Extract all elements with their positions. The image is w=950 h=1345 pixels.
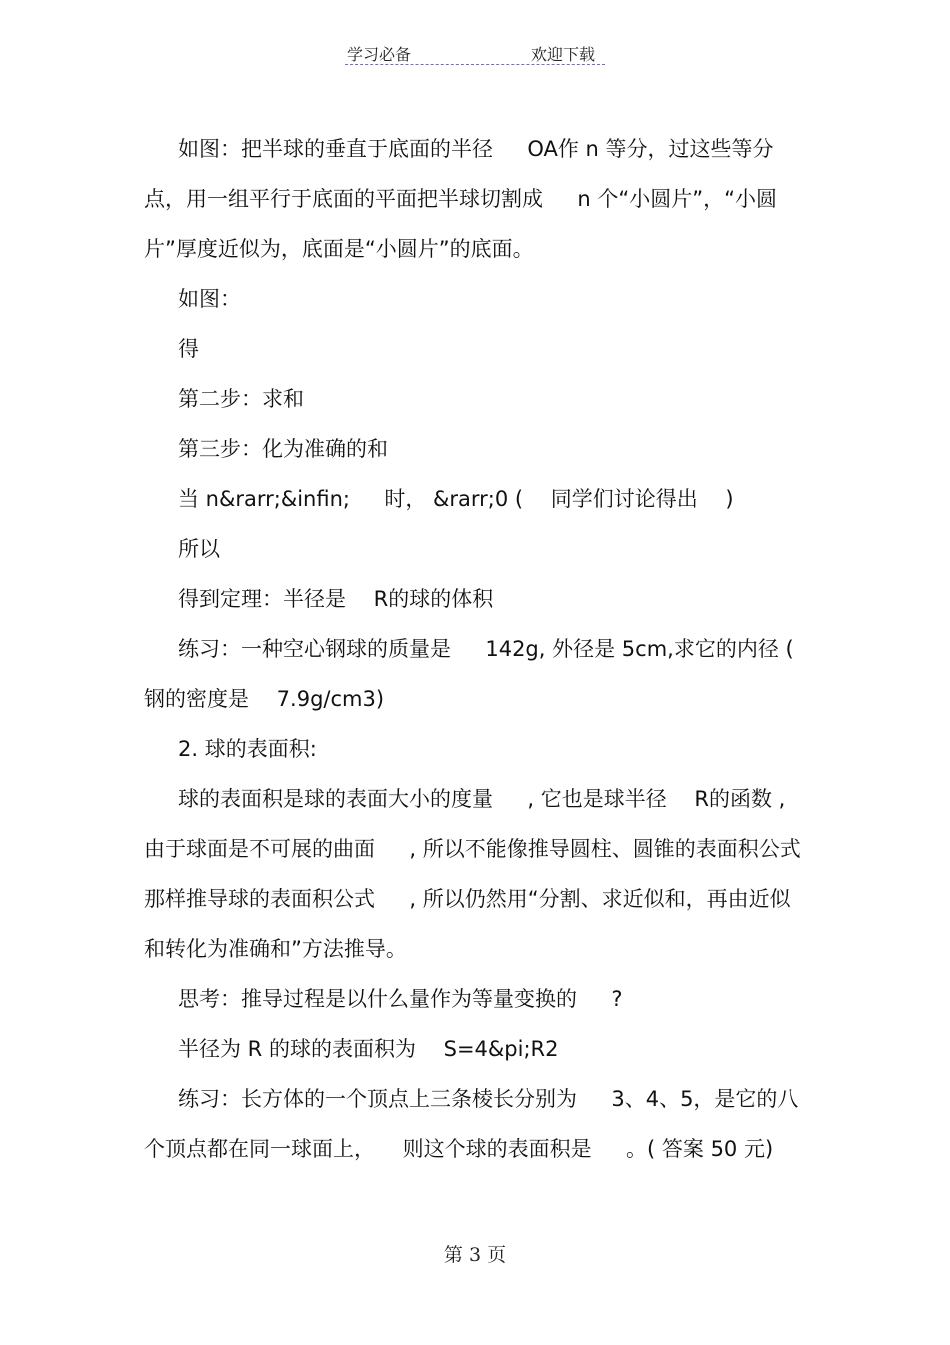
paragraph-surface-area-formula: 半径为 R 的球的表面积为 S=4&pi;R2 xyxy=(178,1037,559,1061)
paragraph-step-two: 第二步：求和 xyxy=(178,387,304,411)
paragraph-therefore: 所以 xyxy=(178,537,220,561)
document-body xyxy=(144,124,809,1174)
section-heading-surface-area: 2. 球的表面积: xyxy=(178,737,317,761)
paragraph-surface-area-intro: 球的表面积是球的表面大小的度量 , 它也是球半径 R的函数 , 由于球面是不可展的曲面 , 所以不能像推导圆柱、圆锥的表面积公式那样推导球的表面积公式 , 所以仍然用“分割、求近似和，再由近似和转化为准确和”方法推导。 xyxy=(144,787,801,961)
paragraph-limit: 当 n&rarr;&infin; 时， &rarr;0 ( 同学们讨论得出 ) xyxy=(178,487,734,511)
paragraph-as-shown: 如图： xyxy=(178,287,241,311)
header-left-text: 学习必备 xyxy=(347,45,412,64)
header-right-text: 欢迎下载 xyxy=(531,45,596,64)
paragraph-obtain: 得 xyxy=(178,337,199,361)
paragraph-exercise-steel-ball: 练习：一种空心钢球的质量是 142g, 外径是 5cm,求它的内径 ( 钢的密度是 7.9g/cm3) xyxy=(144,637,801,711)
paragraph-exercise-cuboid: 练习：长方体的一个顶点上三条棱长分别为 3、4、5，是它的八个顶点都在同一球面上， 则这个球的表面积是 。( 答案 50 元) xyxy=(144,1087,799,1161)
paragraph-think: 思考：推导过程是以什么量作为等量变换的 ? xyxy=(178,987,623,1011)
paragraph-volume-theorem: 得到定理：半径是 R的球的体积 xyxy=(178,587,494,611)
page-header xyxy=(345,42,605,65)
paragraph-step-three: 第三步：化为准确的和 xyxy=(178,437,388,461)
page-number: 第 3 页 xyxy=(443,1244,507,1266)
paragraph-hemisphere-division: 如图：把半球的垂直于底面的半径 OA作 n 等分，过这些等分点，用一组平行于底面的平面把半球切割成 n 个“小圆片”，“小圆片”厚度近似为，底面是“小圆片”的底面。 xyxy=(144,137,777,261)
